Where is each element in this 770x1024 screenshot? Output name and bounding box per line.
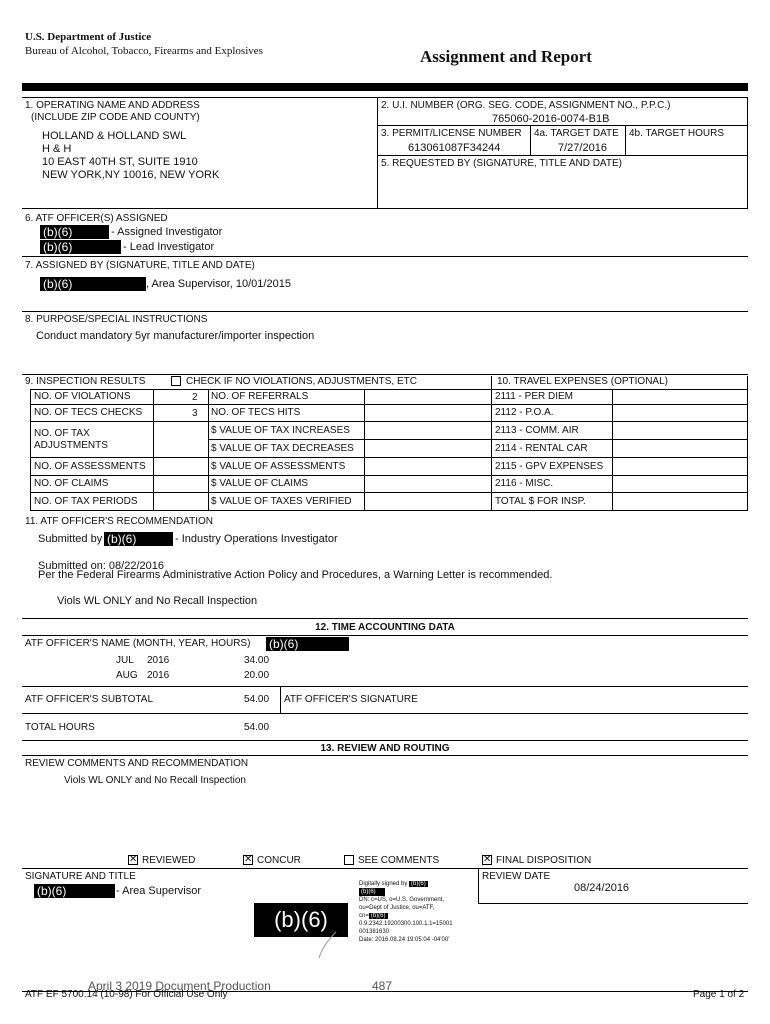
review-date-value: 08/24/2016 [574,882,630,894]
redaction-digital-3: (b)(6) [370,913,386,919]
concur-checkbox[interactable]: ✕ [244,854,253,865]
field-1-sublabel: (INCLUDE ZIP CODE AND COUNTY) [31,112,200,123]
digital-oid-2: 001381630 [359,929,390,935]
violations-label: NO. OF VIOLATIONS [34,391,131,402]
submitter-role: - Industry Operations Investigator [175,533,338,545]
form-number: ATF EF 5700.14 (10-98) For Official Use Only [25,989,228,1000]
field-6-label: 6. ATF OFFICER(S) ASSIGNED [25,213,168,224]
no-violations-checkbox[interactable] [171,376,181,386]
permit-number: 613061087F34244 [408,142,501,154]
production-stamp: April 3 2019 Document Production [88,979,271,993]
digital-signature-block: Digitally signed by (b)(6) (b)(6) DN: c=US, o=U.S. Government, ou=Dept of Justice, ou=ATF, cn= (b)(6) 0.9.2342.19200300.100.1.1=15001 001381630 Date: 2016.08.24 19:05:04 -04'00' [359,880,483,960]
assessments-label: NO. OF ASSESSMENTS [34,461,146,472]
referrals-label: NO. OF REFERRALS [211,391,309,402]
travel-gpv: 2115 - GPV EXPENSES [495,461,604,472]
digital-ou: ou=Dept of Justice, ou=ATF, [359,905,435,911]
tax-adjustments-label-2: ADJUSTMENTS [34,440,108,451]
target-date: 7/27/2016 [558,142,607,154]
field-5-label: 5. REQUESTED BY (SIGNATURE, TITLE AND DATE) [381,158,622,169]
submitted-on: Submitted on: 08/22/2016 [38,560,164,572]
row-1-month: JUL [116,655,134,666]
redaction-officer-1: (b)(6) [40,225,109,239]
address-city: NEW YORK,NY 10016, NEW YORK [42,169,220,181]
form-title: Assignment and Report [420,47,592,66]
signature-stroke-icon [316,930,340,960]
production-page-number: 487 [372,979,393,993]
final-disposition-checkbox[interactable]: ✕ [483,854,492,865]
tecs-hits-label: NO. OF TECS HITS [211,407,301,418]
redaction-assigned-by: (b)(6) [40,277,146,291]
travel-comm-air: 2113 - COMM. AIR [495,425,579,436]
operating-dba: H & H [42,143,72,155]
officer-2-role: - Lead Investigator [123,241,215,253]
digital-date: Date: 2016.08.24 19:05:04 -04'00' [359,937,450,943]
total-hours-value: 54.00 [244,722,270,733]
tax-adjustments-label-1: NO. OF TAX [34,428,90,439]
recommendation-viols: Viols WL ONLY and No Recall Inspection [57,595,258,607]
value-taxes-label: $ VALUE OF TAXES VERIFIED [211,496,352,507]
travel-poa: 2112 - P.O.A. [495,407,554,418]
tax-increases-label: $ VALUE OF TAX INCREASES [211,425,350,436]
violations-value: 2 [192,392,198,403]
concur-label: CONCUR [257,855,301,866]
redaction-supervisor: (b)(6) [34,884,115,898]
field-2-label: 2. U.I. NUMBER (ORG. SEG. CODE, ASSIGNMENT NO., P.P.C.) [381,100,671,111]
page-indicator: Page 1 of 2 [693,989,745,1000]
department-name: U.S. Department of Justice [25,31,152,43]
tecs-checks-value: 3 [192,408,198,419]
review-comments-value: Viols WL ONLY and No Recall Inspection [64,775,246,786]
travel-total: TOTAL $ FOR INSP. [495,496,586,507]
operating-name: HOLLAND & HOLLAND SWL [42,130,187,142]
redaction-signature-image: (b)(6) [254,903,348,937]
see-comments-checkbox[interactable] [344,855,354,865]
subtotal-value: 54.00 [244,694,270,705]
officer-signature-label: ATF OFFICER'S SIGNATURE [284,694,418,705]
travel-per-diem: 2111 - PER DIEM [495,391,573,402]
digital-oid-1: 0.9.2342.19200300.100.1.1=15001 [359,921,453,927]
reviewed-checkbox[interactable]: ✕ [129,854,138,865]
final-disposition-label: FINAL DISPOSITION [496,855,592,866]
submitted-by-label: Submitted by [38,533,103,545]
row-2-year: 2016 [147,670,170,681]
reviewed-label: REVIEWED [142,855,196,866]
redaction-digital-1: (b)(6) [411,881,426,887]
policy-text: Per the Federal Firearms Administrative Action Policy and Procedures, a Warning Letter is recommended. [38,569,553,581]
subtotal-label: ATF OFFICER'S SUBTOTAL [25,694,154,705]
time-accounting-title: 12. TIME ACCOUNTING DATA [315,622,455,633]
ui-number: 765060-2016-0074-B1B [492,113,610,125]
signature-title-label: SIGNATURE AND TITLE [25,871,136,882]
review-routing-title: 13. REVIEW AND ROUTING [320,743,450,754]
tax-periods-label: NO. OF TAX PERIODS [34,496,138,507]
redaction-officer-name: (b)(6) [266,637,349,651]
address-street: 10 EAST 40TH ST, SUITE 1910 [42,156,198,168]
value-claims-label: $ VALUE OF CLAIMS [211,478,309,489]
supervisor-role: - Area Supervisor [116,885,201,897]
no-violations-label: CHECK IF NO VIOLATIONS, ADJUSTMENTS, ETC [186,376,417,387]
digital-dn: DN: c=US, o=U.S. Government, [359,897,445,903]
travel-misc: 2116 - MISC. [495,478,554,489]
total-hours-label: TOTAL HOURS [25,722,95,733]
value-assessments-label: $ VALUE OF ASSESSMENTS [211,461,346,472]
tecs-checks-label: NO. OF TECS CHECKS [34,407,143,418]
officer-name-label: ATF OFFICER'S NAME (MONTH, YEAR, HOURS) [25,638,251,649]
field-10-label: 10. TRAVEL EXPENSES (OPTIONAL) [497,376,668,387]
assigned-by-value: , Area Supervisor, 10/01/2015 [146,278,291,290]
bureau-name: Bureau of Alcohol, Tobacco, Firearms and Explosives [25,45,263,57]
row-2-month: AUG [116,670,138,681]
officer-1-role: - Assigned Investigator [111,226,223,238]
purpose-value: Conduct mandatory 5yr manufacturer/importer inspection [36,330,315,342]
field-4a-label: 4a. TARGET DATE [534,128,619,139]
redaction-officer-2: (b)(6) [40,240,121,254]
see-comments-label: SEE COMMENTS [358,855,440,866]
review-date-label: REVIEW DATE [482,871,551,882]
field-8-label: 8. PURPOSE/SPECIAL INSTRUCTIONS [25,314,208,325]
field-1-label: 1. OPERATING NAME AND ADDRESS [25,100,200,111]
field-3-label: 3. PERMIT/LICENSE NUMBER [381,128,522,139]
row-1-hours: 34.00 [244,655,270,666]
field-9-label: 9. INSPECTION RESULTS [25,376,146,387]
redaction-digital-2: (b)(6) [359,888,385,896]
travel-rental-car: 2114 - RENTAL CAR [495,443,588,454]
review-comments-label: REVIEW COMMENTS AND RECOMMENDATION [25,758,249,769]
row-1-year: 2016 [147,655,170,666]
claims-label: NO. OF CLAIMS [34,478,109,489]
header-bar [22,83,748,91]
redaction-submitter: (b)(6) [104,532,173,546]
field-4b-label: 4b. TARGET HOURS [629,128,725,139]
tax-decreases-label: $ VALUE OF TAX DECREASES [211,443,354,454]
field-11-label: 11. ATF OFFICER'S RECOMMENDATION [25,516,214,527]
row-2-hours: 20.00 [244,670,270,681]
field-7-label: 7. ASSIGNED BY (SIGNATURE, TITLE AND DATE) [25,260,255,271]
